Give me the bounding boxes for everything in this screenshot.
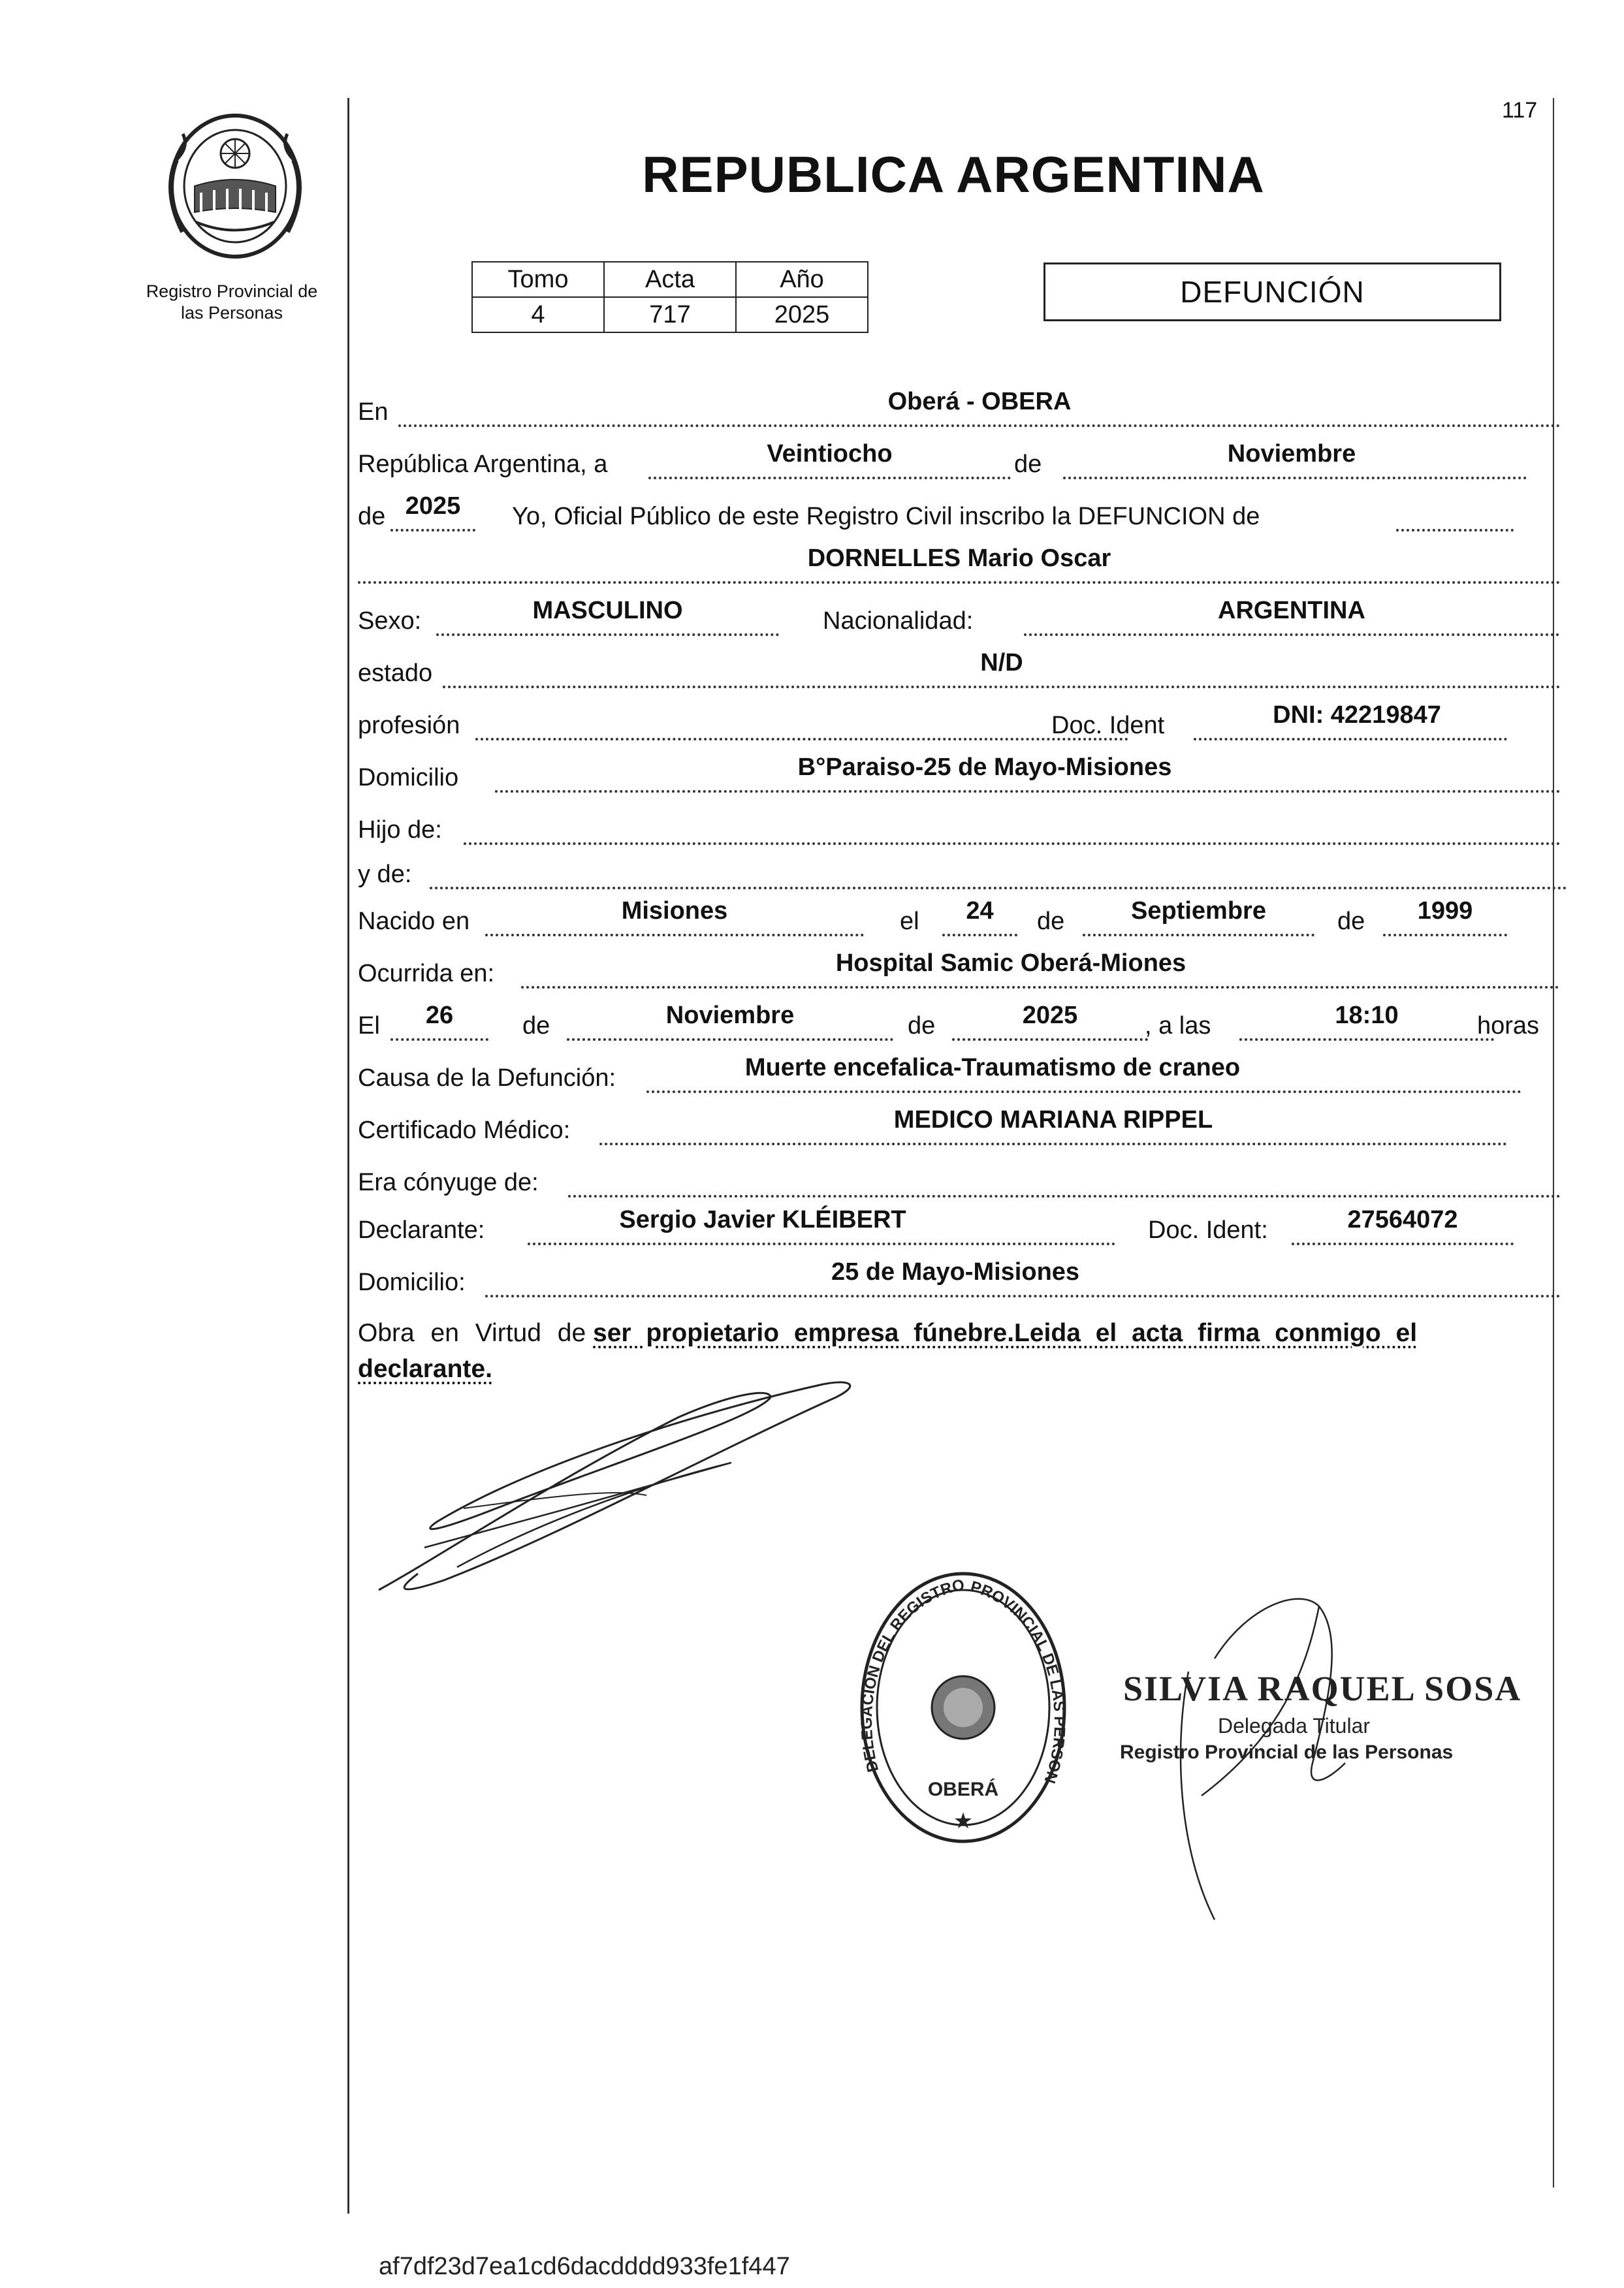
- row-certificado: [358, 1105, 1559, 1144]
- hijo-label: Hijo de:: [358, 816, 442, 844]
- inscribo-text: Yo, Oficial Público de este Registro Civil inscribo la DEFUNCION de: [512, 503, 1260, 530]
- en-dotline: [398, 424, 1561, 427]
- certificado-value: MEDICO MARIANA RIPPEL: [893, 1106, 1213, 1134]
- ocurrida-label: Ocurrida en:: [358, 960, 495, 987]
- page-number: 117: [1502, 98, 1538, 123]
- anio-value: 2025: [736, 297, 868, 332]
- death-day-value: 26: [425, 1002, 454, 1029]
- birth-year-dotline: [1383, 934, 1507, 936]
- de5-label: de: [908, 1012, 936, 1040]
- obra-line-1: [358, 1319, 1559, 1348]
- row-en: [358, 387, 1559, 426]
- month-value: Noviembre: [1227, 440, 1356, 468]
- row-domicilio: [358, 752, 1559, 791]
- death-time-value: 18:10: [1335, 1002, 1399, 1029]
- record-type-box: DEFUNCIÓN: [1043, 262, 1501, 321]
- doc-ident2-value: 27564072: [1347, 1206, 1458, 1233]
- domicilio2-label: Domicilio:: [358, 1269, 466, 1296]
- row-yde: [358, 849, 1559, 888]
- doc-ident2-label: Doc. Ident:: [1148, 1216, 1268, 1244]
- svg-text:★: ★: [953, 1809, 974, 1834]
- el-label: el: [900, 908, 919, 935]
- deceased-dotline: [358, 581, 1561, 584]
- nacido-value: Misiones: [621, 897, 728, 925]
- acta-header: Acta: [604, 262, 736, 297]
- official-name: SILVIA RAQUEL SOSA: [1123, 1669, 1522, 1708]
- month-dotline: [1063, 477, 1527, 479]
- profesion-dotline: [475, 738, 1128, 740]
- declarante-value: Sergio Javier KLÉIBERT: [619, 1206, 906, 1233]
- sexo-dotline: [436, 633, 779, 636]
- domicilio2-value: 25 de Mayo-Misiones: [831, 1258, 1080, 1286]
- en-value: Oberá - OBERA: [887, 388, 1072, 415]
- republica-label: República Argentina, a: [358, 451, 608, 478]
- domicilio2-dotline: [485, 1295, 1561, 1297]
- nacionalidad-value: ARGENTINA: [1218, 597, 1365, 624]
- de2-label: de: [1037, 908, 1065, 935]
- inscribo-dotline: [1396, 529, 1514, 532]
- day-words-value: Veintiocho: [767, 440, 893, 468]
- logo-caption-line-1: Registro Provincial de: [146, 281, 318, 301]
- row-conyuge: [358, 1157, 1559, 1196]
- obra-value-2: declarante.: [358, 1355, 492, 1383]
- death-year-dotline: [952, 1038, 1148, 1041]
- hijo-dotline: [464, 842, 1561, 845]
- row-hijo: [358, 804, 1559, 844]
- year-dotline: [390, 529, 475, 532]
- tomo-value: 4: [472, 297, 604, 332]
- row-sexo: [358, 596, 1559, 635]
- domicilio-value: B°Paraiso-25 de Mayo-Misiones: [797, 754, 1172, 781]
- death-time-dotline: [1239, 1038, 1494, 1041]
- de4-label: de: [522, 1012, 550, 1040]
- left-margin-line: [347, 98, 349, 2214]
- stamp-text: DELEGACION DEL REGISTRO PROVINCIAL DE LAS PERSON: [858, 1576, 1068, 1786]
- birth-day-dotline: [942, 934, 1017, 936]
- de-label: de: [1014, 451, 1042, 478]
- profesion-label: profesión: [358, 712, 460, 739]
- row-death-date: [358, 1000, 1559, 1040]
- nacionalidad-dotline: [1024, 633, 1559, 636]
- registry-stamp: [855, 1564, 1071, 1851]
- certificado-label: Certificado Médico:: [358, 1117, 571, 1144]
- estado-dotline: [443, 686, 1561, 688]
- row-nacido: [358, 896, 1559, 935]
- nacido-dotline: [485, 934, 864, 936]
- row-date: [358, 439, 1559, 478]
- row-domicilio2: [358, 1257, 1559, 1296]
- row-estado: [358, 648, 1559, 687]
- anio-header: Año: [736, 262, 868, 297]
- obra-value-1: ser propietario empresa fúnebre.Leida el acta firma conmigo el: [593, 1319, 1418, 1347]
- sexo-value: MASCULINO: [532, 597, 683, 624]
- doc-ident2-dotline: [1292, 1243, 1514, 1245]
- ocurrida-value: Hospital Samic Oberá-Miones: [835, 949, 1186, 977]
- document-title: REPUBLICA ARGENTINA: [642, 146, 1265, 203]
- nacido-label: Nacido en: [358, 908, 470, 935]
- day-dotline: [648, 477, 1011, 479]
- death-month-value: Noviembre: [665, 1002, 795, 1029]
- conyuge-label: Era cónyuge de:: [358, 1169, 539, 1196]
- year-prefix-label: de: [358, 503, 386, 530]
- row-deceased: [358, 543, 1559, 582]
- logo-caption-line-2: las Personas: [180, 303, 283, 323]
- en-label: En: [358, 398, 389, 426]
- causa-label: Causa de la Defunción:: [358, 1064, 616, 1092]
- official-organization: Registro Provincial de las Personas: [1120, 1741, 1454, 1763]
- record-table-value-row: [472, 297, 868, 332]
- causa-dotline: [646, 1090, 1521, 1093]
- birth-month-dotline: [1083, 934, 1314, 936]
- province-logo: [157, 108, 313, 264]
- record-table: [471, 261, 868, 333]
- record-table-header-row: [472, 262, 868, 297]
- document-hash: af7df23d7ea1cd6dacdddd933fe1f447: [379, 2253, 790, 2280]
- domicilio-dotline: [495, 790, 1561, 793]
- conyuge-dotline: [568, 1195, 1561, 1198]
- year-value: 2025: [405, 492, 461, 520]
- estado-label: estado: [358, 659, 433, 687]
- declarante-dotline: [528, 1243, 1115, 1245]
- svg-text:DELEGACION DEL REGISTRO PROVIN: [855, 1564, 1068, 1785]
- birth-day-value: 24: [966, 897, 994, 925]
- row-profesion: [358, 700, 1559, 739]
- estado-value: N/D: [980, 649, 1023, 676]
- birth-month-value: Septiembre: [1131, 897, 1266, 925]
- row-causa: [358, 1053, 1559, 1092]
- official-role: Delegada Titular: [1218, 1714, 1371, 1738]
- causa-value: Muerte encefalica-Traumatismo de craneo: [744, 1054, 1241, 1081]
- birth-year-value: 1999: [1417, 897, 1473, 925]
- row-declarante: [358, 1205, 1559, 1244]
- death-month-dotline: [567, 1038, 893, 1041]
- deceased-name: DORNELLES Mario Oscar: [807, 545, 1111, 572]
- declarant-signature: [366, 1358, 927, 1619]
- sexo-label: Sexo:: [358, 607, 422, 635]
- death-day-dotline: [390, 1038, 488, 1041]
- horas-label: horas: [1477, 1012, 1540, 1040]
- tomo-header: Tomo: [472, 262, 604, 297]
- doc-ident-label: Doc. Ident: [1051, 712, 1165, 739]
- yde-dotline: [430, 887, 1567, 889]
- logo-caption: [127, 281, 336, 324]
- de3-label: de: [1337, 908, 1365, 935]
- row-inscribo: [358, 491, 1559, 530]
- el2-label: El: [358, 1012, 380, 1040]
- row-ocurrida: [358, 948, 1559, 987]
- stamp-city: OBERÁ: [927, 1779, 999, 1800]
- yde-label: y de:: [358, 861, 412, 888]
- domicilio-label: Domicilio: [358, 764, 459, 791]
- doc-ident-dotline: [1194, 738, 1507, 740]
- death-year-value: 2025: [1022, 1002, 1078, 1029]
- doc-ident-value: DNI: 42219847: [1273, 701, 1441, 729]
- ocurrida-dotline: [521, 986, 1559, 989]
- acta-value: 717: [604, 297, 736, 332]
- certificado-dotline: [599, 1143, 1507, 1145]
- obra-label: Obra en Virtud de: [358, 1319, 586, 1347]
- nacionalidad-label: Nacionalidad:: [823, 607, 974, 635]
- declarante-label: Declarante:: [358, 1216, 485, 1244]
- alas-label: , a las: [1145, 1012, 1211, 1040]
